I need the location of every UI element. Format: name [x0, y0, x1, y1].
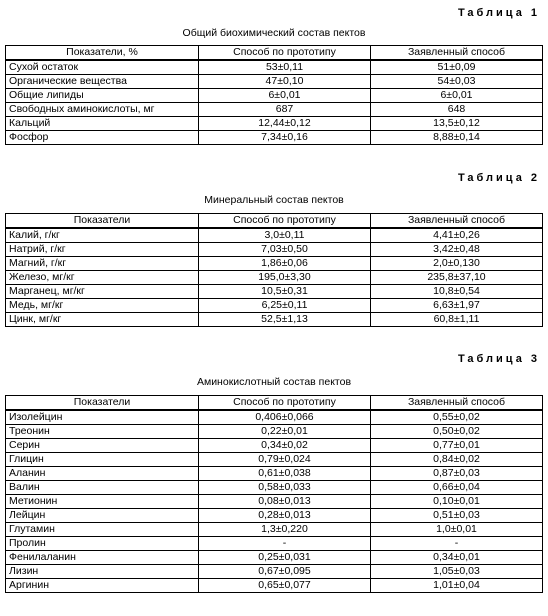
table2-value-cell: 7,03±0,50 [199, 243, 371, 257]
table3-value-cell: 0,61±0,038 [199, 467, 371, 481]
table2-header-cell: Показатели [6, 214, 199, 229]
table2-row-label: Магний, г/кг [6, 257, 199, 271]
table2-row-label: Медь, мг/кг [6, 299, 199, 313]
table3-value-cell: 0,58±0,033 [199, 481, 371, 495]
table3-row-label: Валин [6, 481, 199, 495]
table1-value-cell: 687 [199, 103, 371, 117]
table3-row-label: Лейцин [6, 509, 199, 523]
table3-value-cell: 0,51±0,03 [371, 509, 543, 523]
table3-value-cell: 0,406±0,066 [199, 410, 371, 425]
table3-value-cell: 0,08±0,013 [199, 495, 371, 509]
table3-value-cell: 0,87±0,03 [371, 467, 543, 481]
table2-value-cell: 195,0±3,30 [199, 271, 371, 285]
table3-value-cell: 1,3±0,220 [199, 523, 371, 537]
table3-value-cell: 0,67±0,095 [199, 565, 371, 579]
table3-value-cell: 1,0±0,01 [371, 523, 543, 537]
table3-value-cell: 0,65±0,077 [199, 579, 371, 593]
table1-row-label: Кальций [6, 117, 199, 131]
table3-row-label: Глутамин [6, 523, 199, 537]
table3-value-cell: 1,05±0,03 [371, 565, 543, 579]
table3-label: Таблица 3 [457, 353, 540, 365]
table2-value-cell: 235,8±37,10 [371, 271, 543, 285]
table1-row-label: Свободных аминокислоты, мг [6, 103, 199, 117]
table2-row [6, 271, 543, 285]
table1-value-cell: 54±0,03 [371, 75, 543, 89]
table2-value-cell: 60,8±1,11 [371, 313, 543, 327]
table3-row [6, 410, 543, 425]
table3-value-cell: 0,77±0,01 [371, 439, 543, 453]
table2-row [6, 313, 543, 327]
table3-row-label: Серин [6, 439, 199, 453]
table1-value-cell: 8,88±0,14 [371, 131, 543, 145]
table1-row [6, 117, 543, 131]
table3-value-cell: 0,84±0,02 [371, 453, 543, 467]
table2-row [6, 228, 543, 243]
table1-label: Таблица 1 [457, 7, 540, 19]
table3-value-cell: 1,01±0,04 [371, 579, 543, 593]
table2-value-cell: 6,25±0,11 [199, 299, 371, 313]
table3-row [6, 579, 543, 593]
table2-row-label: Калий, г/кг [6, 228, 199, 243]
table3-row-label: Изолейцин [6, 410, 199, 425]
table3-value-cell: 0,55±0,02 [371, 410, 543, 425]
table1 [5, 45, 543, 145]
table1-header-cell: Способ по прототипу [199, 46, 371, 61]
table3-header-row [6, 396, 543, 411]
table1-value-cell: 53±0,11 [199, 60, 371, 75]
table3-value-cell: - [199, 537, 371, 551]
table2-value-cell: 1,86±0,06 [199, 257, 371, 271]
table3-value-cell: 0,66±0,04 [371, 481, 543, 495]
table3-row [6, 439, 543, 453]
table3-value-cell: - [371, 537, 543, 551]
table1-value-cell: 13,5±0,12 [371, 117, 543, 131]
table1-header-cell: Заявленный способ [371, 46, 543, 61]
table3-header-cell: Способ по прототипу [199, 396, 371, 411]
table1-row [6, 75, 543, 89]
table1-title: Общий биохимический состав пектов [182, 27, 366, 39]
table3-row [6, 453, 543, 467]
table2-header-cell: Способ по прототипу [199, 214, 371, 229]
table2-value-cell: 6,63±1,97 [371, 299, 543, 313]
table1-value-cell: 6±0,01 [371, 89, 543, 103]
table2-value-cell: 10,5±0,31 [199, 285, 371, 299]
table2-value-cell: 3,42±0,48 [371, 243, 543, 257]
table3-header-cell: Заявленный способ [371, 396, 543, 411]
table1-row [6, 60, 543, 75]
table2-row-label: Цинк, мг/кг [6, 313, 199, 327]
table1-value-cell: 12,44±0,12 [199, 117, 371, 131]
table2-value-cell: 4,41±0,26 [371, 228, 543, 243]
table3-row-label: Метионин [6, 495, 199, 509]
table3-row [6, 523, 543, 537]
table1-value-cell: 7,34±0,16 [199, 131, 371, 145]
table3-value-cell: 0,10±0,01 [371, 495, 543, 509]
table1-value-cell: 51±0,09 [371, 60, 543, 75]
table2-value-cell: 52,5±1,13 [199, 313, 371, 327]
table3-value-cell: 0,34±0,02 [199, 439, 371, 453]
table2-label: Таблица 2 [457, 172, 540, 184]
table3-row-label: Аланин [6, 467, 199, 481]
table3-row [6, 509, 543, 523]
table3-value-cell: 0,28±0,013 [199, 509, 371, 523]
table2-title: Минеральный состав пектов [204, 194, 344, 206]
table3-row-label: Треонин [6, 425, 199, 439]
table3-row [6, 537, 543, 551]
table2 [5, 213, 543, 327]
table3-row [6, 425, 543, 439]
table3-row [6, 467, 543, 481]
table2-row [6, 299, 543, 313]
table1-row [6, 89, 543, 103]
table2-value-cell: 3,0±0,11 [199, 228, 371, 243]
table3-value-cell: 0,22±0,01 [199, 425, 371, 439]
table3-row-label: Фенилаланин [6, 551, 199, 565]
table2-row [6, 257, 543, 271]
table3 [5, 395, 543, 593]
table2-header-cell: Заявленный способ [371, 214, 543, 229]
table2-row [6, 285, 543, 299]
table1-value-cell: 6±0,01 [199, 89, 371, 103]
table3-value-cell: 0,25±0,031 [199, 551, 371, 565]
table1-row [6, 103, 543, 117]
table1-row [6, 131, 543, 145]
table3-row [6, 565, 543, 579]
table3-row-label: Аргинин [6, 579, 199, 593]
table2-value-cell: 10,8±0,54 [371, 285, 543, 299]
table1-row-label: Органические вещества [6, 75, 199, 89]
table3-title: Аминокислотный состав пектов [196, 376, 352, 388]
table3-header-cell: Показатели [6, 396, 199, 411]
table1-row-label: Сухой остаток [6, 60, 199, 75]
table3-value-cell: 0,34±0,01 [371, 551, 543, 565]
table2-header-row [6, 214, 543, 229]
table1-row-label: Общие липиды [6, 89, 199, 103]
table3-row-label: Глицин [6, 453, 199, 467]
table1-header-cell: Показатели, % [6, 46, 199, 61]
table3-row-label: Лизин [6, 565, 199, 579]
table1-value-cell: 648 [371, 103, 543, 117]
table3-row [6, 481, 543, 495]
table3-row-label: Пролин [6, 537, 199, 551]
table2-value-cell: 2,0±0,130 [371, 257, 543, 271]
table3-row [6, 495, 543, 509]
table1-value-cell: 47±0,10 [199, 75, 371, 89]
table2-row-label: Марганец, мг/кг [6, 285, 199, 299]
table3-row [6, 551, 543, 565]
table2-row-label: Железо, мг/кг [6, 271, 199, 285]
table1-header-row [6, 46, 543, 61]
table1-row-label: Фосфор [6, 131, 199, 145]
table3-value-cell: 0,79±0,024 [199, 453, 371, 467]
table2-row-label: Натрий, г/кг [6, 243, 199, 257]
table2-row [6, 243, 543, 257]
table3-value-cell: 0,50±0,02 [371, 425, 543, 439]
